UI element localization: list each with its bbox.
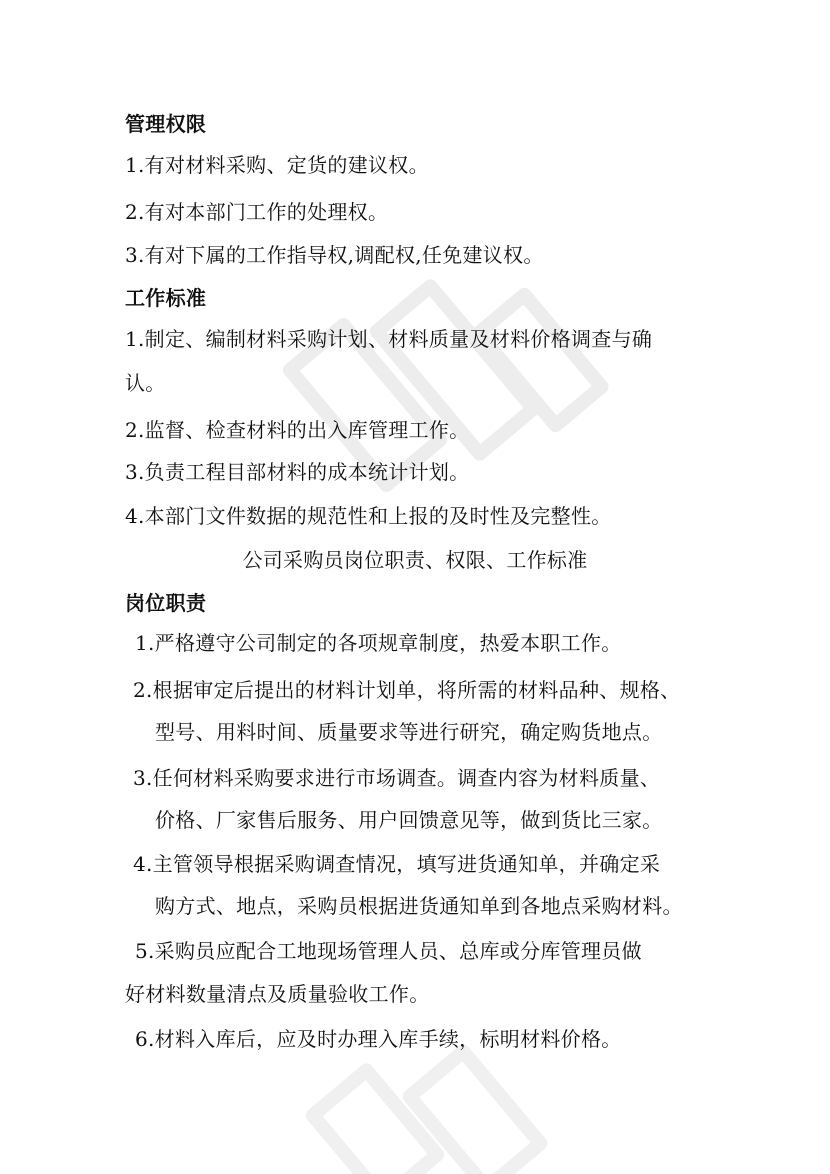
duties-line-8: 5.采购员应配合工地现场管理人员、总库或分库管理员做 <box>135 939 642 963</box>
duties-line-5: 价格、厂家售后服务、用户回馈意见等，做到货比三家。 <box>155 808 663 832</box>
duties-line-4: 3.任何材料采购要求进行市场调查。调查内容为材料质量、 <box>133 766 661 790</box>
standards-item-1-line-2: 认。 <box>125 371 166 395</box>
standards-item-3: 3.负责工程目部材料的成本统计计划。 <box>125 460 470 484</box>
duties-line-7: 购方式、地点，采购员根据进货通知单到各地点采购材料。 <box>155 894 683 918</box>
authority-item-3: 3.有对下属的工作指导权,调配权,任免建议权。 <box>125 243 544 267</box>
watermark-mark-upper <box>290 286 602 485</box>
duties-line-3: 型号、用料时间、质量要求等进行研究，确定购货地点。 <box>155 720 663 744</box>
duties-line-10: 6.材料入库后，应及时办理入库手续，标明材料价格。 <box>135 1027 622 1051</box>
section-heading-duties: 岗位职责 <box>125 591 207 615</box>
authority-item-1: 1.有对材料采购、定货的建议权。 <box>125 153 429 177</box>
duties-line-1: 1.严格遵守公司制定的各项规章制度，热爱本职工作。 <box>135 631 622 655</box>
duties-line-9: 好材料数量清点及质量验收工作。 <box>125 982 430 1006</box>
section-heading-authority: 管理权限 <box>125 112 207 136</box>
standards-item-4: 4.本部门文件数据的规范性和上报的及时性及完整性。 <box>125 504 612 528</box>
watermark-mark-lower <box>313 1052 541 1174</box>
standards-item-2: 2.监督、检查材料的出入库管理工作。 <box>125 418 470 442</box>
authority-item-2: 2.有对本部门工作的处理权。 <box>125 200 389 224</box>
section-heading-standards: 工作标准 <box>125 286 207 310</box>
duties-line-2: 2.根据审定后提出的材料计划单，将所需的材料品种、规格、 <box>133 678 681 702</box>
document-title: 公司采购员岗位职责、权限、工作标准 <box>242 548 588 572</box>
standards-item-1-line-1: 1.制定、编制材料采购计划、材料质量及材料价格调查与确 <box>125 327 653 351</box>
duties-line-6: 4.主管领导根据采购调查情况，填写进货通知单，并确定采 <box>133 852 661 876</box>
